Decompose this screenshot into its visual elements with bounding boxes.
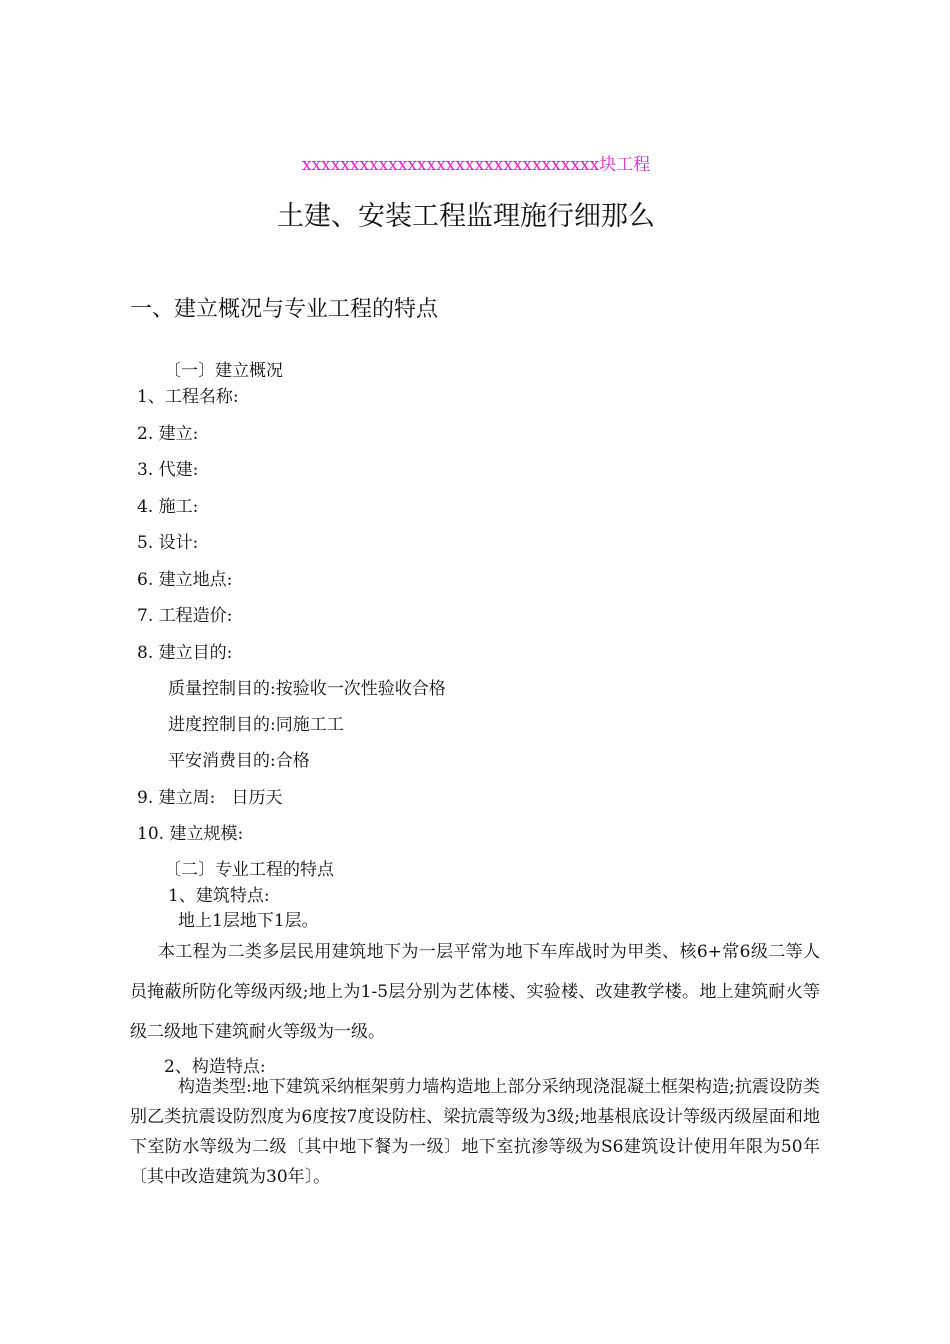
arch-features-label: 1、建筑特点: — [168, 886, 270, 906]
struct-features-label: 2、构造特点: — [164, 1057, 266, 1077]
list-item: 7. 工程造价: — [137, 606, 233, 626]
arch-paragraph: 本工程为二类多层民用建筑地下为一层平常为地下车库战时为甲类、核6+常6级二等人员掩蔽所防化等级丙级;地上为1-5层分别为艺体楼、实验楼、改建教学楼。地上建筑耐火等级二级地下建筑耐火等级为一级。 — [130, 942, 820, 1042]
list-item: 1、工程名称: — [137, 387, 239, 407]
goal-quality: 质量控制目的:按验收一次性验收合格 — [168, 679, 446, 699]
list-item: 3. 代建: — [137, 460, 199, 480]
list-item: 8. 建立目的: — [137, 643, 233, 663]
doc-title: 土建、安装工程监理施行细那么 — [277, 201, 655, 232]
struct-paragraph: 构造类型:地下建筑采纳框架剪力墙构造地上部分采纳现浇混凝土框架构造;抗震设防类别乙类抗震设防烈度为6度按7度设防柱、梁抗震等级为3级;地基根底设计等级丙级屋面和地下室防水等级为二级〔其中地下餐为一级〕地下室抗渗等级为S6建筑设计使用年限为50年〔其中改造建筑为30年〕。 — [130, 1077, 820, 1187]
goal-schedule: 进度控制目的:同施工工 — [168, 715, 344, 735]
list-item: 10. 建立规模: — [137, 824, 244, 844]
list-item: 9. 建立周: 日历天 — [137, 788, 283, 808]
list-item: 4. 施工: — [137, 497, 199, 517]
subsection-features: 〔二〕专业工程的特点 — [164, 860, 334, 880]
list-item: 5. 设计: — [137, 533, 199, 553]
list-item: 2. 建立: — [137, 424, 199, 444]
arch-floors: 地上1层地下1层。 — [178, 911, 319, 931]
section-heading: 一、建立概况与专业工程的特点 — [130, 297, 439, 322]
list-item: 6. 建立地点: — [137, 570, 233, 590]
subsection-overview: 〔一〕建立概况 — [164, 361, 283, 381]
goal-safety: 平安消费目的:合格 — [168, 751, 310, 771]
project-name: xxxxxxxxxxxxxxxxxxxxxxxxxxxxxxx块工程 — [302, 155, 651, 175]
